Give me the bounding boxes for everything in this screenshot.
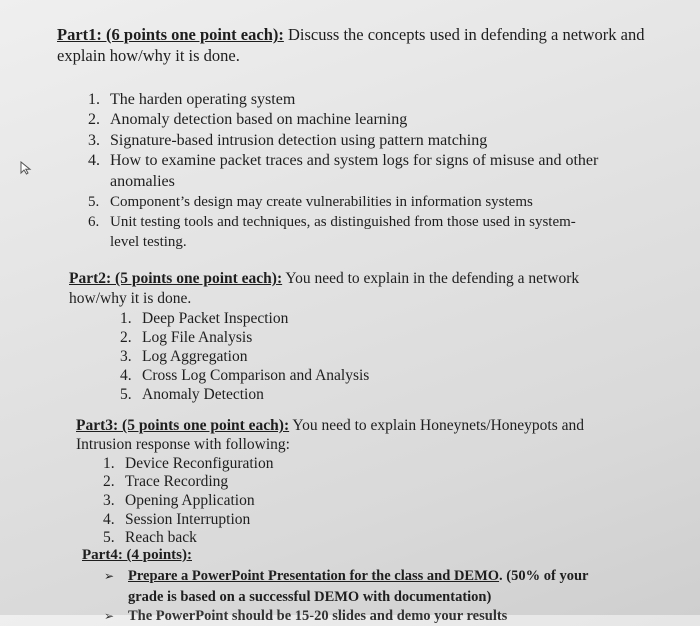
list-item: 5. Component’s design may create vulnerabilities in information systems — [88, 194, 533, 210]
part2-intro — [69, 269, 579, 289]
part4-bullet-line2: grade is based on a successful DEMO with documentation) — [128, 589, 492, 605]
list-item: 2. Anomaly detection based on machine learning — [88, 111, 408, 128]
list-item: 4. Cross Log Comparison and Analysis — [120, 367, 370, 384]
part3-intro — [76, 416, 584, 436]
list-item-continuation: level testing. — [110, 234, 187, 250]
mouse-pointer-icon — [19, 161, 33, 175]
bullet-arrow-icon: ➢ — [104, 569, 115, 583]
part2-intro-line2: how/why it is done. — [69, 290, 192, 307]
list-item-continuation: anomalies — [110, 173, 175, 190]
list-item: 6. Unit testing tools and techniques, as distinguished from those used in system- — [88, 214, 576, 230]
list-item: 1. Device Reconfiguration — [103, 455, 274, 472]
part1-intro-text: Discuss the concepts used in defending a network and — [283, 25, 645, 44]
list-item: 1. The harden operating system — [88, 91, 296, 108]
list-item: 2. Log File Analysis — [120, 329, 253, 346]
list-item: 4. Session Interruption — [103, 511, 251, 528]
part3-intro-text: You need to explain Honeynets/Honeypots and — [289, 417, 585, 434]
bullet-arrow-icon: ➢ — [104, 609, 115, 623]
part4-heading: Part4: (4 points): — [82, 547, 192, 563]
list-item: 4. How to examine packet traces and system logs for signs of misuse and other — [88, 152, 599, 169]
part1-intro — [57, 25, 644, 45]
part3-intro-line2: Intrusion response with following: — [76, 436, 290, 453]
part2-intro-text: You need to explain in the defending a network — [282, 270, 580, 287]
list-item: 3. Log Aggregation — [120, 348, 248, 365]
part1-heading: Part1: (6 points one point each): — [57, 25, 284, 44]
list-item: 2. Trace Recording — [103, 473, 229, 490]
part4-bullet: ➢ Prepare a PowerPoint Presentation for the class and DEMO. (50% of your — [104, 568, 589, 584]
part4-bullet: ➢ The PowerPoint should be 15-20 slides and demo your results — [104, 608, 508, 624]
part1-intro-line2: explain how/why it is done. — [57, 46, 240, 65]
list-item: 3. Opening Application — [103, 492, 255, 509]
part3-heading: Part3: (5 points one point each): — [76, 417, 290, 434]
part2-heading: Part2: (5 points one point each): — [69, 270, 283, 287]
list-item: 5. Reach back — [103, 529, 197, 546]
list-item: 3. Signature-based intrusion detection using pattern matching — [88, 132, 488, 149]
list-item: 5. Anomaly Detection — [120, 386, 264, 403]
list-item: 1. Deep Packet Inspection — [120, 310, 289, 327]
